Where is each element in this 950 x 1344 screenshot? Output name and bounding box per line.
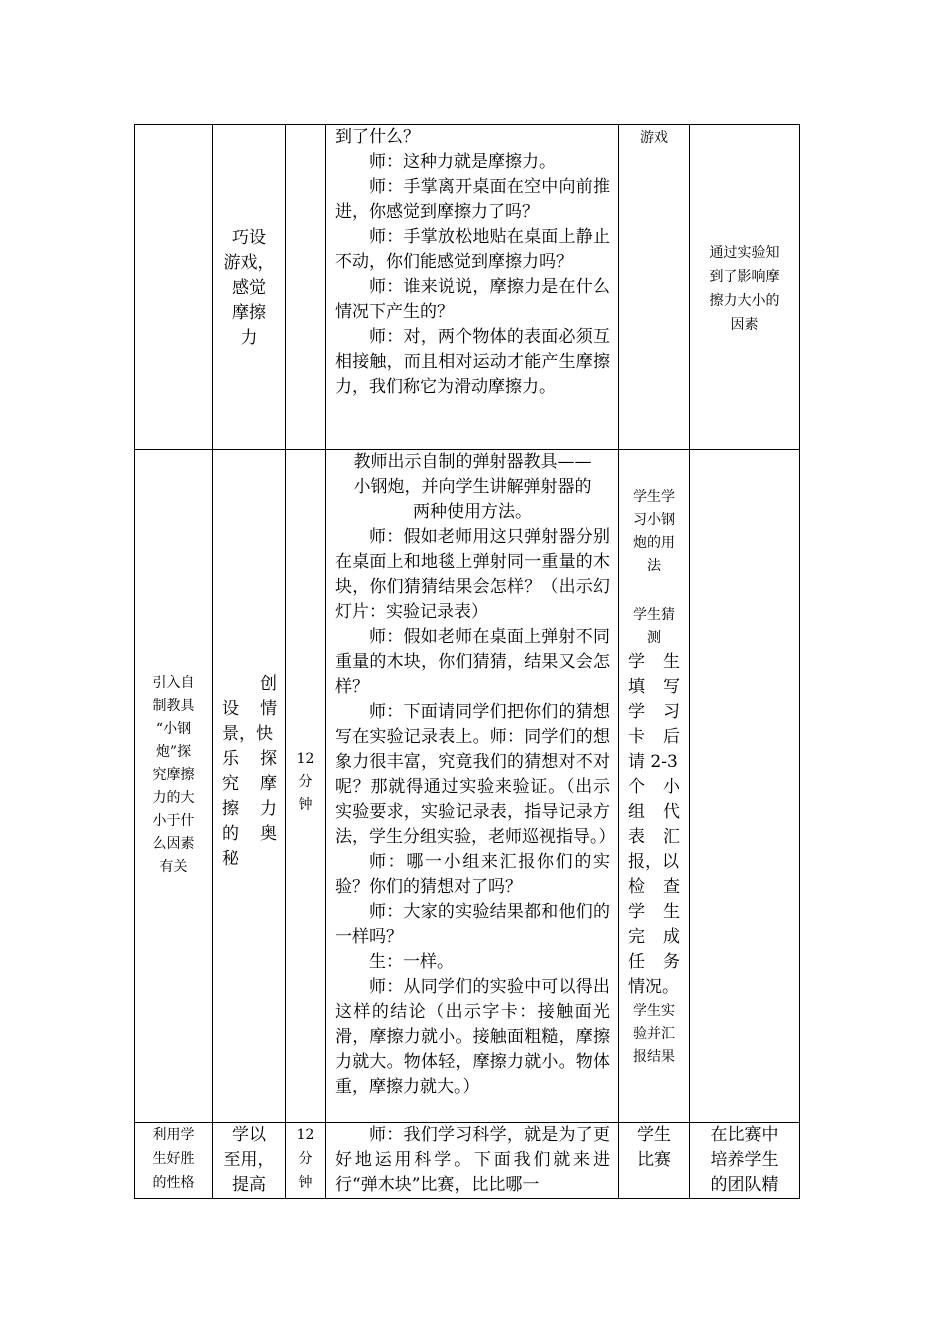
table-row (135, 1123, 800, 1199)
teacher-activity-cell: 到了什么？ 师：这种力就是摩擦力。 师：手掌离开桌面在空中向前推进，你感觉到摩擦力了吗？ 师：手掌放松地贴在桌面上静止不动，你们能感觉到摩擦力吗？ 师：谁来说说，摩擦力是在什么情况下产生的？ 师：对，两个物体的表面必须互相接触，而且相对运动才能产生摩擦力，我们称它为滑动摩擦力。 (326, 125, 619, 450)
goal-cell: 巧设 游戏， 感觉 摩擦 力 (213, 125, 286, 450)
intent-cell (690, 450, 800, 1123)
intent-cell: 在比赛中 培养学生 的团队精 (690, 1123, 800, 1199)
teacher-activity-cell: 师：我们学习科学，就是为了更好地运用科学。下面我们就来进行“弹木块”比赛，比比哪一 (326, 1123, 619, 1199)
phase-cell (135, 125, 213, 450)
goal-cell: 学以 至用， 提高 (213, 1123, 286, 1199)
time-cell: 12 分 钟 (286, 450, 326, 1123)
student-activity-cell: 学生 比赛 (619, 1123, 690, 1199)
phase-cell: 引入自 制教具 “小钢 炮”探 究摩擦 力的大 小于什 么因素 有关 (135, 450, 213, 1123)
teacher-activity-cell: 教师出示自制的弹射器教具—— 小钢炮，并向学生讲解弹射器的 两种使用方法。 师：假如老师用这只弹射器分别在桌面上和地毯上弹射同一重量的木块，你们猜猜结果会怎样？（出示幻灯片：实验记录表） 师：假如老师在桌面上弹射不同重量的木块，你们猜猜，结果又会怎样？ 师：下面请同学们把你们的猜想写在实验记录表上。师：同学们的想象力很丰富，究竟我们的猜想对不对呢？那就得通过实验来验证。（出示实验要求，实验记录表，指导记录方法，学生分组实验，老师巡视指导。） 师：哪一小组来汇报你们的实验？你们的猜想对了吗？ 师：大家的实验结果都和他们的一样吗？ 生：一样。 师：从同学们的实验中可以得出这样的结论（出示字卡：接触面光滑，摩擦力就小。接触面粗糙，摩擦力就大。物体轻，摩擦力就小。物体重，摩擦力就大。） (326, 450, 619, 1123)
phase-cell: 利用学 生好胜 的性格 (135, 1123, 213, 1199)
student-activity-cell: 学生学 习小钢 炮的用 法 学生猜 测 学 生 填 写 学 习 卡 后 请 2-3 个 小 组 代 表 汇 报，以 检 查 学 生 完 成 任 务 情况。 学生实 验并汇 报结果 (619, 450, 690, 1123)
table-row (135, 125, 800, 450)
time-cell: 12 分 钟 (286, 1123, 326, 1199)
intent-cell: 通过实验知 到了影响摩 擦力大小的 因素 (690, 125, 800, 450)
table-row (135, 450, 800, 1123)
time-cell (286, 125, 326, 450)
student-activity-cell: 游戏 (619, 125, 690, 450)
goal-cell: 创 设 情 景，快 乐 探 究 摩 擦 力 的 奥 秘 (213, 450, 286, 1123)
lesson-plan-table (134, 124, 800, 1199)
